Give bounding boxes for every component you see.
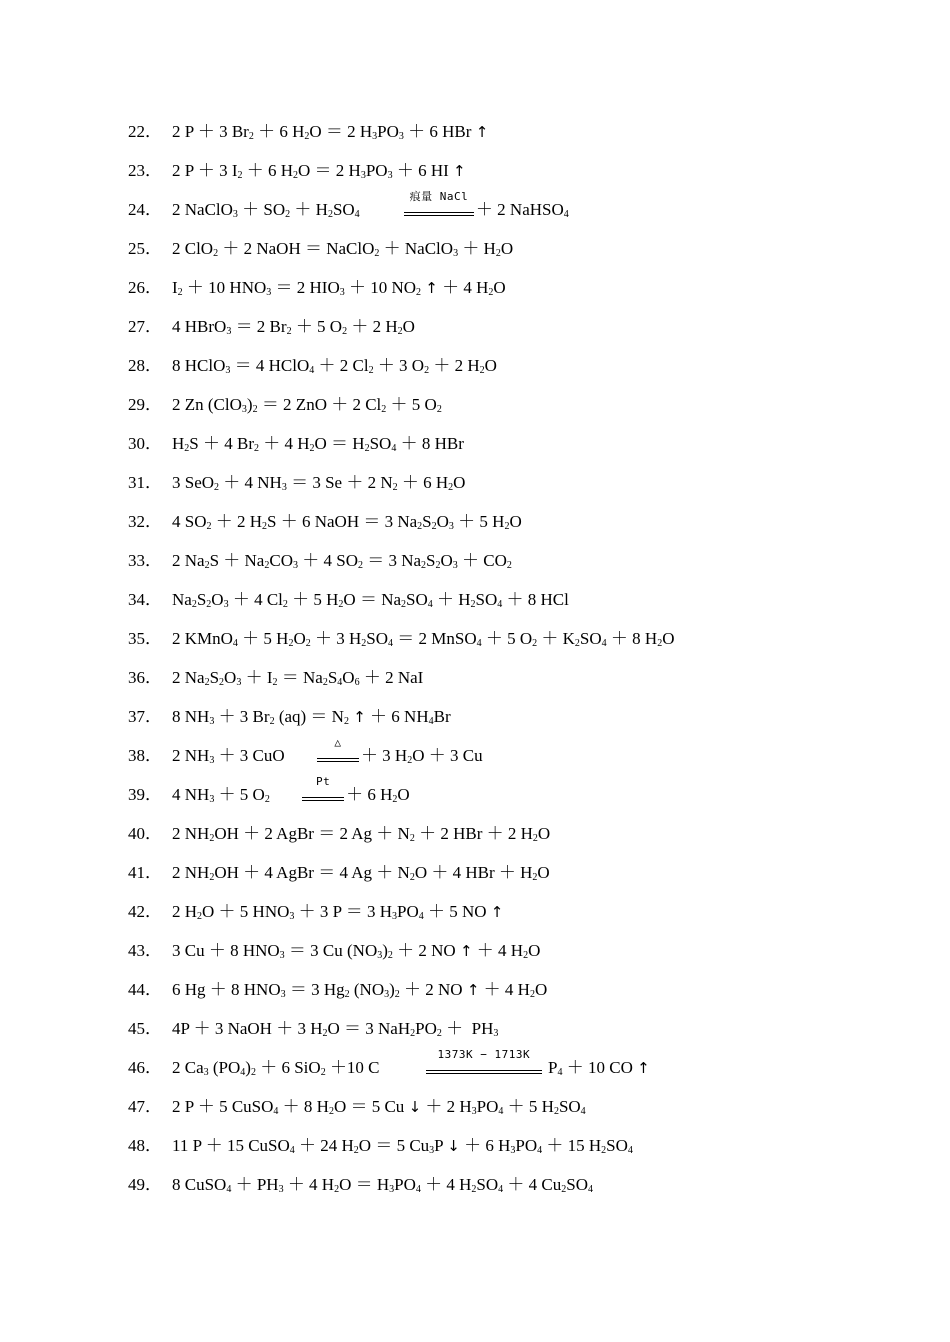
equation-list	[128, 112, 908, 1204]
equation-text: 2 $Ca_3$ $(PO_4)_2 + 6$ SiO$_2$ ＋10 C 1373K − 1713K $P_4 + 10$ CO ↑	[172, 1048, 650, 1078]
equation-text: 8 HClO$_3$ ＝ 4 HClO$_4$ ＋ 2 $Cl_2 + 3$ $O_2 + 2$ $H_2O$	[172, 356, 497, 376]
equation-text: 8 CuSO$_4$ ＋ $PH_3 + 4$ $H_2O = H_3PO_4 + 4$ $H_2SO_4 + 4$ $Cu_2SO_4$	[172, 1175, 593, 1195]
equation-number: 29．	[128, 395, 162, 414]
equation-text: 2 ClO$_2$ ＋ 2 NaOH ＝ NaClO$_2$ ＋ NaClO$_3$ ＋ $H_2O$	[172, 239, 514, 259]
equation-number: 46．	[128, 1058, 162, 1077]
equation-text: $H_2S + 4$ $Br_2 + 4$ $H_2O = H_2SO_4 + 8$ HBr	[172, 434, 464, 454]
equation-number: 23．	[128, 161, 162, 180]
equation-number: 34．	[128, 590, 162, 609]
equation-row	[128, 1009, 908, 1048]
equation-row	[128, 190, 908, 229]
equation-text: 8 $NH_3 + 3$ $Br_2$ $(aq) = N_2$ ↑ ＋ 6 $NH_4Br$	[172, 707, 451, 727]
equation-row	[128, 697, 908, 736]
equation-row	[128, 775, 908, 814]
equation-text: 6 Hg ＋ 8 $HNO_3 = 3$ $Hg_2$ $(NO_3)_2 + 2$ NO ↑ ＋ 4 $H_2O$	[172, 980, 548, 1000]
equation-row	[128, 1165, 908, 1204]
equation-row	[128, 580, 908, 619]
equation-number: 38．	[128, 746, 162, 765]
equation-number: 47．	[128, 1097, 162, 1116]
equation-text: 2 $NH_2OH + 2$ AgBr ＝ 2 $Ag + N_2 + 2$ HBr ＋ 2 $H_2O$	[172, 824, 551, 844]
equation-text: 2 $NH_3 + 3$ CuO △ ＋ 3 $H_2O + 3$ Cu	[172, 736, 483, 766]
equation-text: 11 P ＋ 15 CuSO$_4$ ＋ 24 $H_2O = 5$ $Cu_3P$ ↓ ＋ 6 $H_3PO_4 + 15$ $H_2SO_4$	[172, 1136, 633, 1156]
equation-row	[128, 658, 908, 697]
equation-row	[128, 151, 908, 190]
equation-row	[128, 619, 908, 658]
equation-row	[128, 307, 908, 346]
equation-number: 25．	[128, 239, 162, 258]
equation-number: 24．	[128, 200, 162, 219]
equation-number: 49．	[128, 1175, 162, 1194]
equation-text: 2 P ＋ 3 $Br_2 + 6$ $H_2O = 2$ $H_3PO_3 + 6$ HBr ↑	[172, 122, 489, 142]
equation-text: 2 $Na_2S + Na_2CO_3 + 4$ $SO_2 = 3$ $Na_2S_2O_3 + CO_2$	[172, 551, 512, 571]
equation-number: 35．	[128, 629, 162, 648]
equation-row	[128, 424, 908, 463]
equation-text: 4 $SO_2 + 2$ $H_2S + 6$ NaOH ＝ 3 $Na_2S_2O_3 + 5$ $H_2O$	[172, 512, 522, 532]
equation-row	[128, 1048, 908, 1087]
equation-row	[128, 268, 908, 307]
equation-text: 3 Cu ＋ 8 $HNO_3 = 3$ Cu $(NO_3)_2 + 2$ NO ↑ ＋ 4 $H_2O$	[172, 941, 541, 961]
equation-row	[128, 1126, 908, 1165]
equation-text: 2 P ＋ 5 CuSO$_4$ ＋ 8 $H_2O = 5$ Cu ↓ ＋ 2 $H_3PO_4 + 5$ $H_2SO_4$	[172, 1097, 586, 1117]
equation-text: 2 $H_2O + 5$ $HNO_3 + 3$ P ＝ 3 $H_3PO_4 + 5$ NO ↑	[172, 902, 504, 922]
equation-number: 37．	[128, 707, 162, 726]
equation-row	[128, 229, 908, 268]
equation-row	[128, 541, 908, 580]
equation-text: 4 HBrO$_3$ ＝ 2 $Br_2 + 5$ $O_2 + 2$ $H_2O$	[172, 317, 415, 337]
equation-number: 39．	[128, 785, 162, 804]
equation-row	[128, 736, 908, 775]
equation-text: 2 NaClO$_3$ ＋ $SO_2 + H_2SO_4$ 痕量 NaCl ＋ 2 NaHSO$_4$	[172, 190, 569, 220]
equation-text: $Na_2S_2O_3 + 4$ $Cl_2 + 5$ $H_2O = Na_2SO_4 + H_2SO_4 + 8$ HCl	[172, 590, 569, 610]
equation-text: 4 $NH_3 + 5$ $O_2$ Pt ＋ 6 $H_2O$	[172, 775, 410, 805]
equation-row	[128, 970, 908, 1009]
equation-text: 2 $Na_2S_2O_3 + I_2 = Na_2S_4O_6 + 2$ NaI	[172, 668, 424, 688]
equation-number: 42．	[128, 902, 162, 921]
equation-number: 32．	[128, 512, 162, 531]
equation-number: 33．	[128, 551, 162, 570]
equation-number: 44．	[128, 980, 162, 999]
equation-row	[128, 385, 908, 424]
equation-number: 26．	[128, 278, 162, 297]
equation-row	[128, 112, 908, 151]
equation-row	[128, 463, 908, 502]
equation-row	[128, 931, 908, 970]
equation-number: 31．	[128, 473, 162, 492]
equation-number: 36．	[128, 668, 162, 687]
equation-row	[128, 346, 908, 385]
equation-row	[128, 502, 908, 541]
equation-number: 43．	[128, 941, 162, 960]
equation-row	[128, 1087, 908, 1126]
equation-text: 3 SeO$_2$ ＋ 4 $NH_3 = 3$ Se ＋ 2 $N_2 + 6$ $H_2O$	[172, 473, 466, 493]
equation-text: $I_2 + 10$ $HNO_3 = 2$ $HIO_3 + 10$ $NO_2$ ↑ ＋ 4 $H_2O$	[172, 278, 506, 298]
equation-text: 2 KMnO$_4$ ＋ 5 $H_2O_2 + 3$ $H_2SO_4 = 2$ MnSO$_4$ ＋ 5 $O_2 + K_2SO_4 + 8$ $H_2O$	[172, 629, 675, 649]
equation-number: 27．	[128, 317, 162, 336]
equation-number: 48．	[128, 1136, 162, 1155]
equation-row	[128, 892, 908, 931]
equation-text: 2 Zn $(ClO_3)_2 = 2$ ZnO ＋ 2 $Cl_2 + 5$ $O_2$	[172, 395, 442, 415]
equation-text: 2 P ＋ 3 $I_2 + 6$ $H_2O = 2$ $H_3PO_3 + 6$ HI ↑	[172, 161, 466, 181]
equation-number: 22．	[128, 122, 162, 141]
equation-row	[128, 814, 908, 853]
equation-row	[128, 853, 908, 892]
equation-number: 45．	[128, 1019, 162, 1038]
equation-number: 30．	[128, 434, 162, 453]
equation-text: 2 $NH_2OH + 4$ AgBr ＝ 4 $Ag + N_2O + 4$ HBr ＋ $H_2O$	[172, 863, 550, 883]
equation-number: 41．	[128, 863, 162, 882]
equation-number: 28．	[128, 356, 162, 375]
equation-text: 4P ＋ 3 NaOH ＋ 3 $H_2O = 3$ $NaH_2PO_2 + PH_3$	[172, 1019, 499, 1039]
equation-number: 40．	[128, 824, 162, 843]
